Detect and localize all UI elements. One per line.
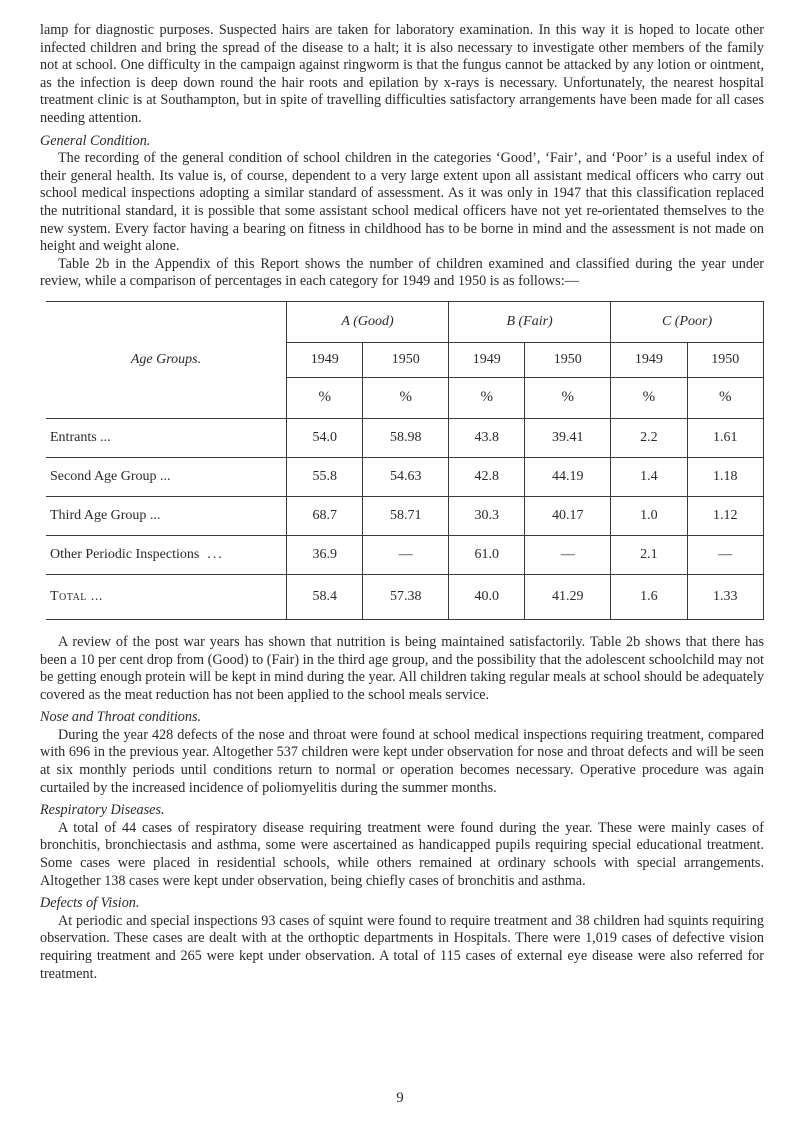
table-row [46,535,764,574]
percent-header: % [611,377,687,418]
table-cell: 43.8 [449,418,525,457]
percent-header: % [687,377,763,418]
page-number: 9 [396,1090,404,1106]
group-header-fair: B (Fair) [449,301,611,342]
table-cell: 44.19 [525,457,611,496]
group-header-poor: C (Poor) [611,301,764,342]
year-header: 1949 [287,342,363,377]
table-cell: 30.3 [449,496,525,535]
intro-paragraph: lamp for diagnostic purposes. Suspected hairs are taken for laboratory examination. In this way it is hoped to locate other infected children and bring the spread of the disease to a halt; it is also necessary to investigate other members of the family not at school. One difficulty in the campaign against ringworm is that the fungus cannot be attacked by any lotion or ointment, as the infection is deep down round the hair roots and epilation by x-rays is necessary. Unfortunately, the nearest hospital treatment clinic is at Southampton, but in spite of travelling difficulties satisfactory arrangements have been made for all cases needing attention. [40,22,764,126]
table-row [46,418,764,457]
table-row [46,496,764,535]
table-cell: 40.0 [449,574,525,619]
row-label: Second Age Group ... [46,457,287,496]
table-cell: 57.38 [363,574,449,619]
row-label [46,535,287,574]
table-cell: 1.12 [687,496,763,535]
general-condition-table [46,301,764,620]
table-cell: 55.8 [287,457,363,496]
respiratory-heading: Respiratory Diseases. [40,802,165,819]
table-cell: 1.33 [687,574,763,619]
age-groups-header: Age Groups. [46,301,287,418]
table-intro-paragraph: Table 2b in the Appendix of this Report shows the number of children examined and classified during the year under review, while a comparison of percentages in each category for 1949 and 1950 is as follows:— [40,255,764,290]
year-header: 1950 [687,342,763,377]
group-header-good: A (Good) [287,301,449,342]
table-cell: 1.0 [611,496,687,535]
table-cell: 2.1 [611,535,687,574]
respiratory-paragraph: A total of 44 cases of respiratory disease requiring treatment were found during the year. These were mainly cases of bronchitis, bronchiectasis and asthma, some were ascertained as handicapped pupils requiring special educational treatment. Some cases were placed in residential schools, while others remained at ordinary schools with special arrangements. Altogether 138 cases were kept under observation, being chiefly cases of bronchitis and asthma. [40,819,764,889]
vision-heading: Defects of Vision. [40,895,140,912]
vision-paragraph: At periodic and special inspections 93 cases of squint were found to require treatment and 38 children had squints requiring observation. These cases are dealt with at the orthoptic departments in Hospitals. There were 1,019 cases of defective vision requiring treatment and 265 were kept under observation. A total of 115 cases of external eye disease were also referred for treatment. [40,912,764,982]
table-cell: 68.7 [287,496,363,535]
year-header: 1949 [611,342,687,377]
nose-throat-paragraph: During the year 428 defects of the nose and throat were found at school medical inspections requiring treatment, compared with 696 in the previous year. Altogether 537 children were kept under observation for nose and throat defects and will be seen at six monthly periods until conditions return to normal or operation becomes necessary. Operative procedure was again curtailed by the increased incidence of poliomyelitis during the summer months. [40,726,764,796]
table-cell: 1.61 [687,418,763,457]
row-label-text: Other Periodic Inspections [50,546,200,562]
total-label: Total ... [46,574,287,619]
percent-header: % [525,377,611,418]
nutrition-review-paragraph: A review of the post war years has shown that nutrition is being maintained satisfactorily. Table 2b shows that there has been a 10 per cent drop from (Good) to (Fair) in the third age group, and the possibility that the adolescent schoolchild may not be getting enough protein will be kept in mind during the year. All children taking regular meals at school should be adequately covered as the meat reduction has not been applied to the school meals service. [40,633,764,703]
table-cell: — [525,535,611,574]
table-cell: 1.4 [611,457,687,496]
document-page [40,22,764,983]
table-cell: 61.0 [449,535,525,574]
year-header: 1950 [525,342,611,377]
percent-header: % [287,377,363,418]
table-cell: 54.0 [287,418,363,457]
table-cell: — [687,535,763,574]
table-cell: 39.41 [525,418,611,457]
table-cell: — [363,535,449,574]
table-cell: 40.17 [525,496,611,535]
general-condition-heading: General Condition. [40,132,151,149]
nose-throat-heading: Nose and Throat conditions. [40,709,202,726]
table-cell: 58.98 [363,418,449,457]
table-cell: 58.4 [287,574,363,619]
leader-dots: ... [207,546,224,562]
table-cell: 1.6 [611,574,687,619]
table-cell: 54.63 [363,457,449,496]
table-cell: 1.18 [687,457,763,496]
year-header: 1950 [363,342,449,377]
table-cell: 41.29 [525,574,611,619]
general-condition-paragraph: The recording of the general condition of school children in the categories ‘Good’, ‘Fair’, and ‘Poor’ is a useful index of their general health. Its value is, of course, dependent to a very large extent upon all assistant medical officers who carry out school medical inspections adopting a similar standard of assessment. As it was only in 1947 that this classification replaced the nutritional standard, it is possible that some assistant school medical officers have not yet re-orientated themselves to the new system. Every factor having a bearing on fitness in childhood has to be borne in mind and the assessment is not made on height and weight alone. [40,150,764,255]
row-label: Entrants ... [46,418,287,457]
year-header: 1949 [449,342,525,377]
row-label: Third Age Group ... [46,496,287,535]
percent-header: % [449,377,525,418]
table-row [46,457,764,496]
table-cell: 36.9 [287,535,363,574]
table-cell: 2.2 [611,418,687,457]
table-cell: 58.71 [363,496,449,535]
percent-header: % [363,377,449,418]
table-cell: 42.8 [449,457,525,496]
total-row [46,574,764,619]
